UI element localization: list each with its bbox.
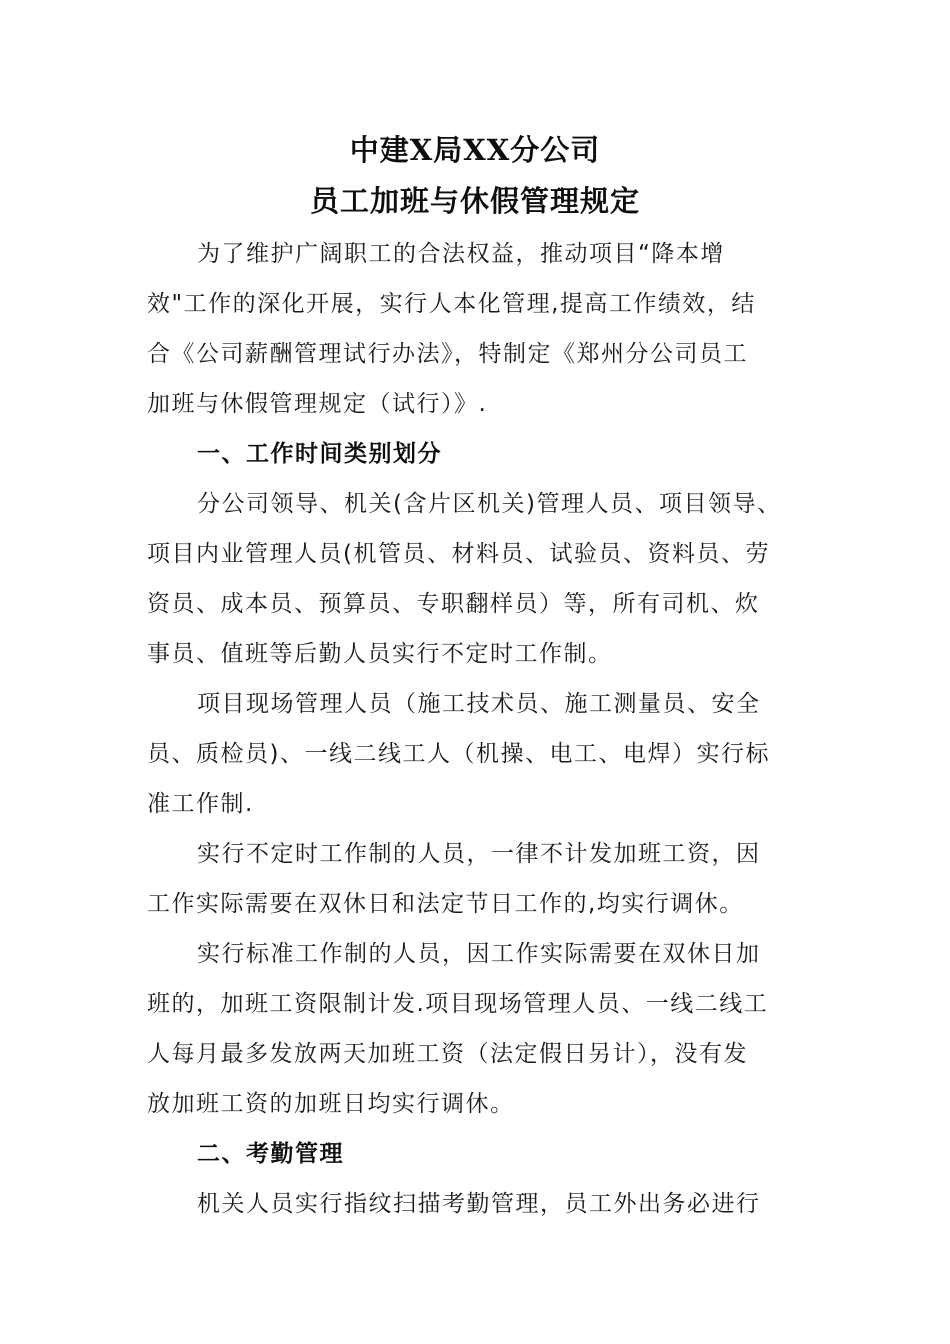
paragraph-line: 工作实际需要在双休日和法定节日工作的,均实行调休。	[147, 891, 744, 917]
paragraph-line: 放加班工资的加班日均实行调休。	[147, 1091, 515, 1117]
paragraph-line: 项目内业管理人员(机管员、材料员、试验员、资料员、劳	[147, 541, 770, 567]
section-heading: 一、工作时间类别划分	[197, 441, 442, 467]
document-title: 中建X局XX分公司	[349, 133, 601, 167]
paragraph-line: 分公司领导、机关(含片区机关)管理人员、项目领导、	[197, 491, 782, 517]
document-subtitle: 员工加班与休假管理规定	[309, 184, 640, 218]
paragraph-line: 资员、成本员、预算员、专职翻样员）等，所有司机、炊	[147, 591, 760, 617]
paragraph-line: 加班与休假管理规定（试行）》.	[147, 391, 488, 417]
paragraph-line: 合《公司薪酬管理试行办法》，特制定《郑州分公司员工	[147, 341, 748, 367]
paragraph-line: 实行不定时工作制的人员，一律不计发加班工资，因	[197, 841, 761, 867]
paragraph-line: 员、质检员)、一线二线工人（机操、电工、电焊）实行标	[147, 741, 770, 767]
paragraph-line: 班的，加班工资限制计发.项目现场管理人员、一线二线工	[147, 991, 769, 1017]
paragraph-line: 准工作制.	[147, 791, 254, 817]
paragraph-line: 机关人员实行指纹扫描考勤管理，员工外出务必进行	[197, 1191, 761, 1217]
paragraph-line: 实行标准工作制的人员，因工作实际需要在双休日加	[197, 941, 761, 967]
section-heading: 二、考勤管理	[197, 1141, 344, 1167]
paragraph-line: 人每月最多发放两天加班工资（法定假日另计），没有发	[147, 1041, 748, 1067]
paragraph-line: 项目现场管理人员（施工技术员、施工测量员、安全	[197, 691, 761, 717]
paragraph-line: 事员、值班等后勤人员实行不定时工作制。	[147, 641, 613, 667]
paragraph-line: 效"工作的深化开展，实行人本化管理,提高工作绩效，结	[147, 291, 756, 317]
paragraph-line: 为了维护广阔职工的合法权益，推动项目“降本增	[197, 241, 725, 267]
